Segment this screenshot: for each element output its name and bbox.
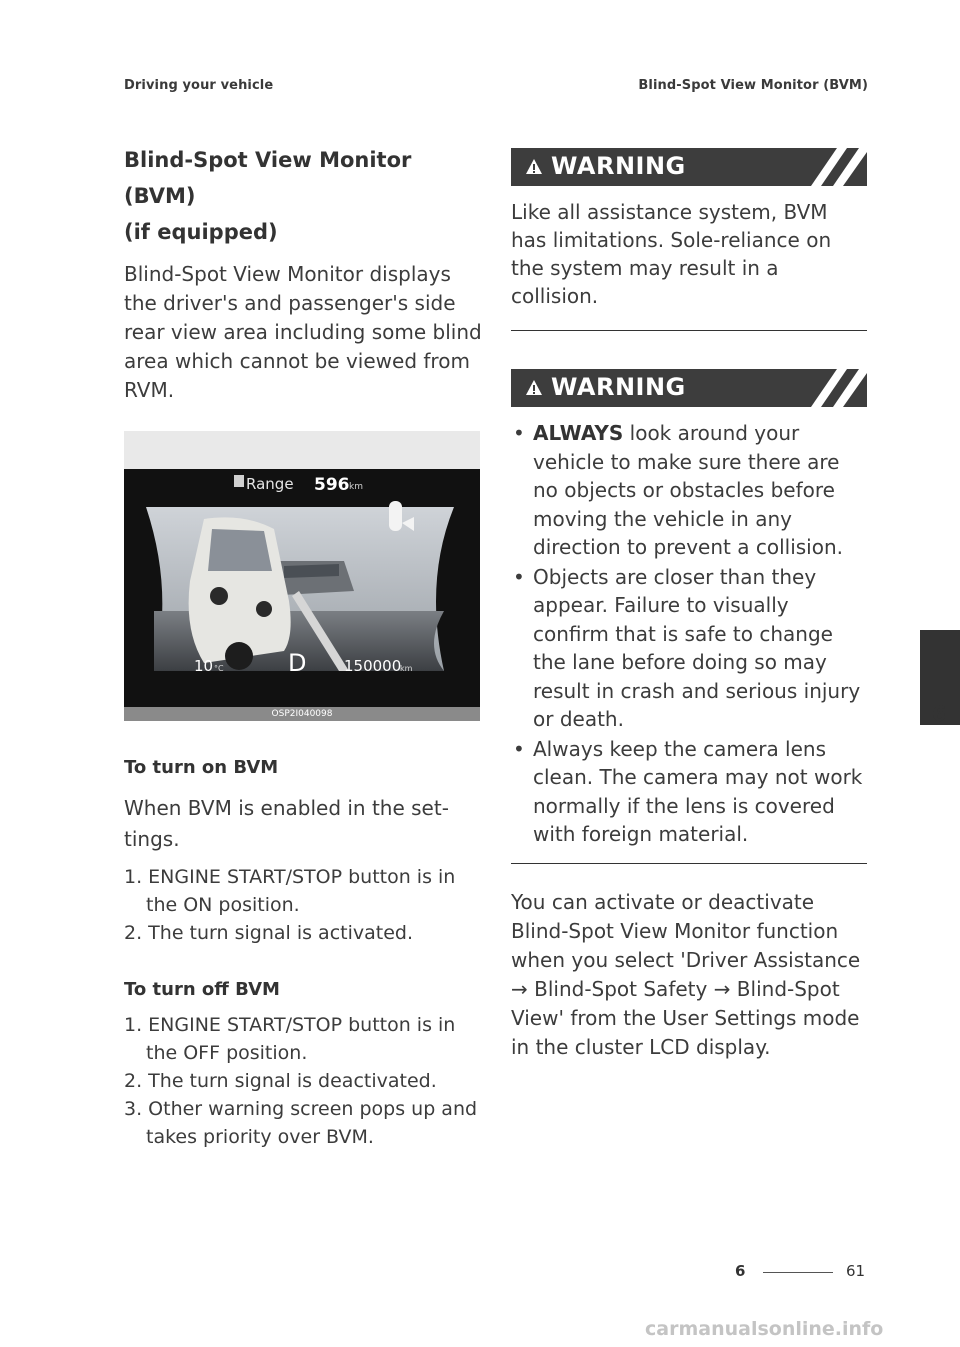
warning-bullets bbox=[511, 419, 867, 849]
section-title-line1: Blind-Spot View Monitor (BVM) bbox=[124, 148, 412, 208]
warning-text-1: Like all assistance system, BVM has limitations. Sole-reliance on the system may result in a collision. bbox=[511, 200, 832, 308]
list-item bbox=[511, 419, 867, 562]
turn-off-heading: To turn off BVM bbox=[124, 979, 280, 1000]
list-item: 3. Other warning screen pops up and takes priority over BVM. bbox=[124, 1098, 478, 1148]
watermark: carmanualsonline.info bbox=[645, 1318, 884, 1340]
chapter-tab-number: 6 bbox=[932, 702, 946, 726]
warning-bar-1 bbox=[511, 148, 867, 186]
right-column bbox=[511, 148, 867, 1062]
divider bbox=[511, 330, 867, 331]
cluster-range-label: Range bbox=[246, 475, 294, 493]
turn-on-steps bbox=[124, 863, 484, 947]
cluster-display-image bbox=[124, 431, 480, 721]
footer-page-number: 61 bbox=[846, 1262, 866, 1280]
bullet-emphasis: ALWAYS bbox=[533, 421, 624, 445]
cluster-gear: D bbox=[288, 649, 307, 677]
running-header-right: Blind-Spot View Monitor (BVM) bbox=[638, 78, 868, 93]
cluster-range-value: 596 bbox=[314, 475, 350, 495]
closing-paragraph: You can activate or deactivate Blind-Spot View Monitor function when you select 'Driver Assistance → Blind-Spot Safety → Blind-Spot View' from the User Settings mode in the cluster LCD display. bbox=[511, 889, 861, 1059]
warning-triangle-icon bbox=[525, 379, 543, 396]
list-item: 1. ENGINE START/STOP button is in the OFF position. bbox=[124, 1014, 456, 1064]
divider bbox=[511, 863, 867, 864]
warning-title-2: WARNING bbox=[551, 373, 686, 401]
left-column bbox=[124, 142, 484, 1151]
cluster-odometer: 150000 bbox=[344, 657, 402, 675]
turn-on-heading: To turn on BVM bbox=[124, 757, 279, 778]
intro-paragraph: Blind-Spot View Monitor displays the driver's and passenger's side rear view area including some blind area which cannot be viewed from RVM. bbox=[124, 262, 482, 402]
bullet-dot: • bbox=[513, 421, 525, 445]
warning-stripes-icon bbox=[807, 369, 867, 407]
section-title-line2: (if equipped) bbox=[124, 220, 278, 244]
warning-title-1: WARNING bbox=[551, 152, 686, 180]
warning-stripes-icon bbox=[807, 148, 867, 186]
warning-bar-2 bbox=[511, 369, 867, 407]
bullet-dot: • bbox=[513, 736, 525, 761]
bullet-text: Always keep the camera lens clean. The camera may not work normally if the lens is covered with foreign material. bbox=[533, 736, 863, 846]
turn-off-steps bbox=[124, 1011, 484, 1151]
list-item: 1. ENGINE START/STOP button is in the ON position. bbox=[124, 866, 456, 916]
cluster-temp-unit: °C bbox=[214, 664, 224, 673]
cluster-figure bbox=[124, 431, 480, 721]
list-item: 2. The turn signal is activated. bbox=[124, 922, 413, 944]
cluster-temp: 10 bbox=[194, 657, 214, 675]
turn-on-text: When BVM is enabled in the set- tings. bbox=[124, 796, 449, 851]
running-header-left: Driving your vehicle bbox=[124, 78, 274, 93]
section-title bbox=[124, 142, 484, 250]
list-item bbox=[511, 563, 867, 734]
list-item: 2. The turn signal is deactivated. bbox=[124, 1070, 437, 1092]
bullet-text: look around your vehicle to make sure there are no objects or obstacles before moving the vehicle in any direction to prevent a collision. bbox=[533, 421, 843, 559]
warning-triangle-icon bbox=[525, 158, 543, 175]
list-item bbox=[511, 735, 867, 849]
footer-chapter: 6 bbox=[735, 1262, 746, 1280]
bullet-text: Objects are closer than they appear. Failure to visually confirm that is safe to change the lane before doing so may result in crash and serious injury or death. bbox=[533, 564, 861, 731]
figure-code: OSP2I040098 bbox=[124, 707, 480, 721]
cluster-range-unit: km bbox=[349, 482, 363, 492]
footer-divider bbox=[763, 1272, 833, 1273]
bullet-dot: • bbox=[513, 564, 525, 589]
cluster-odo-unit: km bbox=[400, 664, 413, 673]
